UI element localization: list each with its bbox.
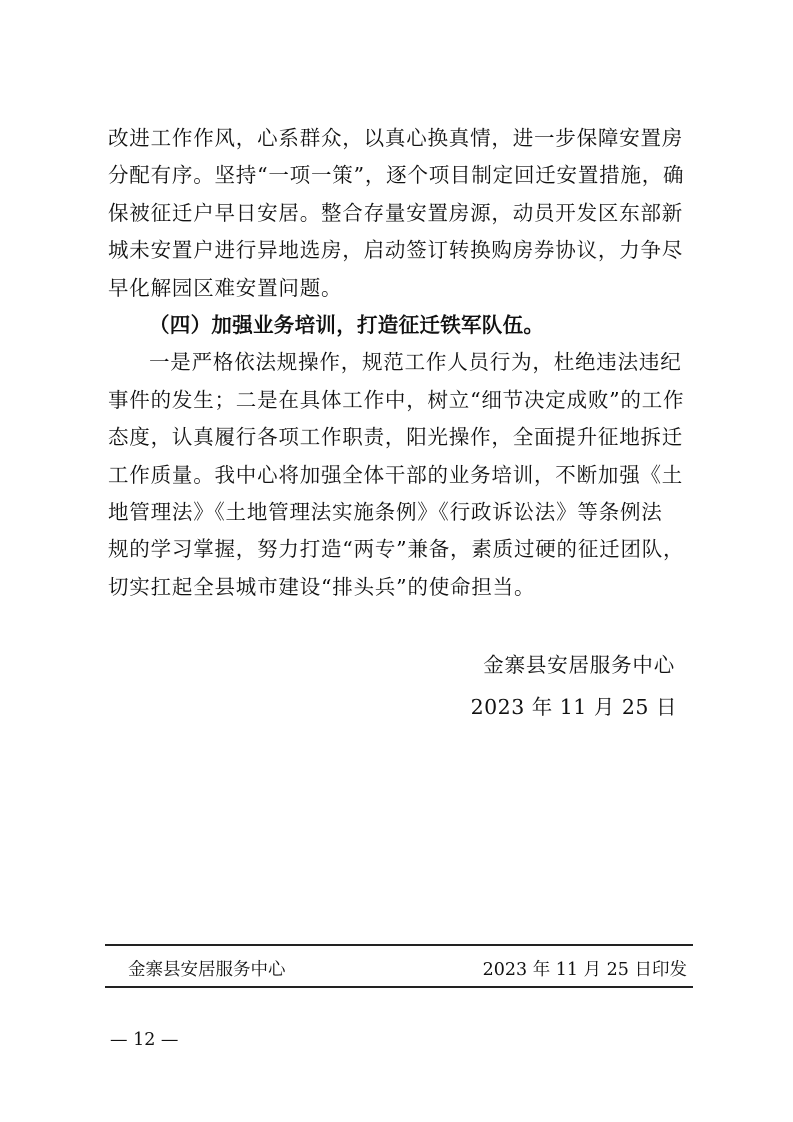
section-heading: （四）加强业务培训，打造征迁铁军队伍。 xyxy=(149,313,545,338)
signature-org: 金寨县安居服务中心 xyxy=(483,653,675,677)
footer-org: 金寨县安居服务中心 xyxy=(128,960,286,980)
body-line: 一是严格依法规操作，规范工作人员行为，杜绝违法违纪 xyxy=(149,350,682,375)
body-line: 城未安置户进行异地选房，启动签订转换购房券协议，力争尽 xyxy=(108,238,684,263)
footer-rule-bottom xyxy=(105,986,693,988)
footer-rule-top xyxy=(105,944,693,946)
body-line: 早化解园区难安置问题。 xyxy=(108,275,343,300)
body-line: 分配有序。坚持“一项一策”，逐个项目制定回迁安置措施，确 xyxy=(108,163,685,188)
body-line: 工作质量。我中心将加强全体干部的业务培训，不断加强《土 xyxy=(108,462,684,487)
body-line: 地管理法》《土地管理法实施条例》《行政诉讼法》等条例法 xyxy=(108,500,663,525)
body-line: 保被征迁户早日安居。整合存量安置房源，动员开发区东部新 xyxy=(108,200,684,225)
body-line: 改进工作作风，心系群众，以真心换真情，进一步保障安置房 xyxy=(108,126,684,150)
body-line: 事件的发生；二是在具体工作中，树立“细节决定成败”的工作 xyxy=(108,387,685,412)
page-number: — 12 — xyxy=(110,1030,179,1050)
body-line: 规的学习掌握，努力打造“两专”兼备，素质过硬的征迁团队， xyxy=(108,537,685,562)
footer-issue-date: 2023 年 11 月 25 日印发 xyxy=(482,960,687,980)
body-line: 态度，认真履行各项工作职责，阳光操作，全面提升征地拆迁 xyxy=(108,425,684,450)
document-body xyxy=(108,120,686,606)
signature-date: 2023 年 11 月 25 日 xyxy=(470,695,677,719)
body-line: 切实扛起全县城市建设“排头兵”的使命担当。 xyxy=(108,574,536,599)
